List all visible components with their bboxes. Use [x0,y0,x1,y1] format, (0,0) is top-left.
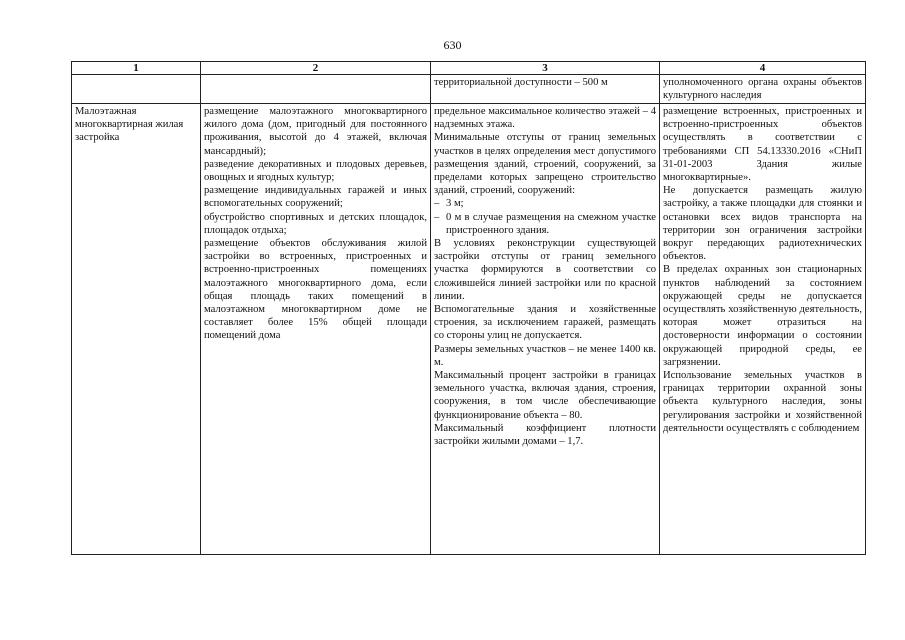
cont-cell-1 [72,75,201,104]
dash-list-item [434,211,656,237]
header-col-3: 3 [431,62,660,75]
permitted-uses-cell [201,104,431,555]
restriction-paragraph: В пределах охранных зон стационарных пунктов наблюдений за состоянием окружающей среды не допускается осуществлять хозяйственную деятельность, которая может отразиться на достоверности информации о состоянии окружающей природной среды, ее загрязнении. [663,264,862,368]
cont-cell-4: уполномоченного органа охраны объектов культурного наследия [660,75,866,104]
permitted-use-item: разведение декоративных и плодовых деревьев, овощных и ягодных культур; [204,158,427,184]
permitted-use-item: размещение малоэтажного многоквартирного жилого дома (дом, пригодный для постоянного проживания, высотой до 4 этажей, включая мансардный); [204,106,427,157]
dash-list-item [434,197,656,210]
land-use-type: Малоэтажная многоквартирная жилая застройка [72,104,201,555]
cont-cell-3: территориальной доступности – 500 м [431,75,660,104]
dash-marker: – [434,198,440,210]
header-col-2: 2 [201,62,431,75]
parameter-paragraph: предельное максимальное количество этажей – 4 надземных этажа. [434,106,656,131]
regulations-table [71,61,866,555]
table-row [72,75,866,104]
dash-item-text: 0 м в случае размещения на смежном участке пристроенного здания. [446,211,656,236]
restrictions-cell [660,104,866,555]
restriction-paragraph: размещение встроенных, пристроенных и встроенно-пристроенных объектов осуществлять в соответствии с требованиями СП 54.13330.2016 «СНиП 31-01-2003 Здания жилые многоквартирные». [663,106,862,184]
page-number: 630 [443,38,462,52]
dash-item-text: 3 м; [446,198,464,210]
parameter-paragraph: Вспомогательные здания и хозяйственные строения, за исключением гаражей, размещать со стороны улиц не допускается. [434,304,656,342]
parameters-cell [431,104,660,555]
parameter-paragraph: В условиях реконструкции существующей застройки отступы от границ земельного участка формируются в соответствии со сложившейся линией застройки или по красной линии. [434,238,656,302]
parameter-paragraph: Максимальный процент застройки в границах земельного участка, включая здания, строения, сооружения, в том числе обеспечивающие функционирование объекта – 80. [434,370,656,421]
dash-marker: – [434,211,440,223]
permitted-use-item: размещение объектов обслуживания жилой застройки во встроенных, пристроенных и встроенно-пристроенных помещениях малоэтажного многоквартирного дома, если общая площадь таких помещений в малоэтажном многоквартирном доме не составляет более 15% общей площади помещений дома [204,238,427,342]
table-header-row [72,62,866,75]
table-row [72,104,866,555]
restriction-paragraph: Использование земельных участков в границах территории охранной зоны объекта культурного наследия, зоны регулирования застройки и хозяйственной деятельности осуществлять с соблюдением [663,370,862,434]
header-col-1: 1 [72,62,201,75]
cont-cell-2 [201,75,431,104]
parameter-paragraph: Максимальный коэффициент плотности застройки жилыми домами – 1,7. [434,422,656,448]
header-col-4: 4 [660,62,866,75]
permitted-use-item: обустройство спортивных и детских площадок, площадок отдыха; [204,211,427,236]
permitted-use-item: размещение индивидуальных гаражей и иных вспомогательных сооружений; [204,185,427,210]
parameter-paragraph: Минимальные отступы от границ земельных участков в целях определения мест допустимого размещения зданий, строений, сооружений, за пределами которых запрещено строительство зданий, строений, сооружений: [434,132,656,197]
restriction-paragraph: Не допускается размещать жилую застройку, а также площадки для стоянки и остановки всех видов транспорта на территории зон ограничения застройки вокруг передающих радиотехнических объектов. [663,185,862,263]
parameter-paragraph: Размеры земельных участков – не менее 1400 кв. м. [434,343,656,368]
